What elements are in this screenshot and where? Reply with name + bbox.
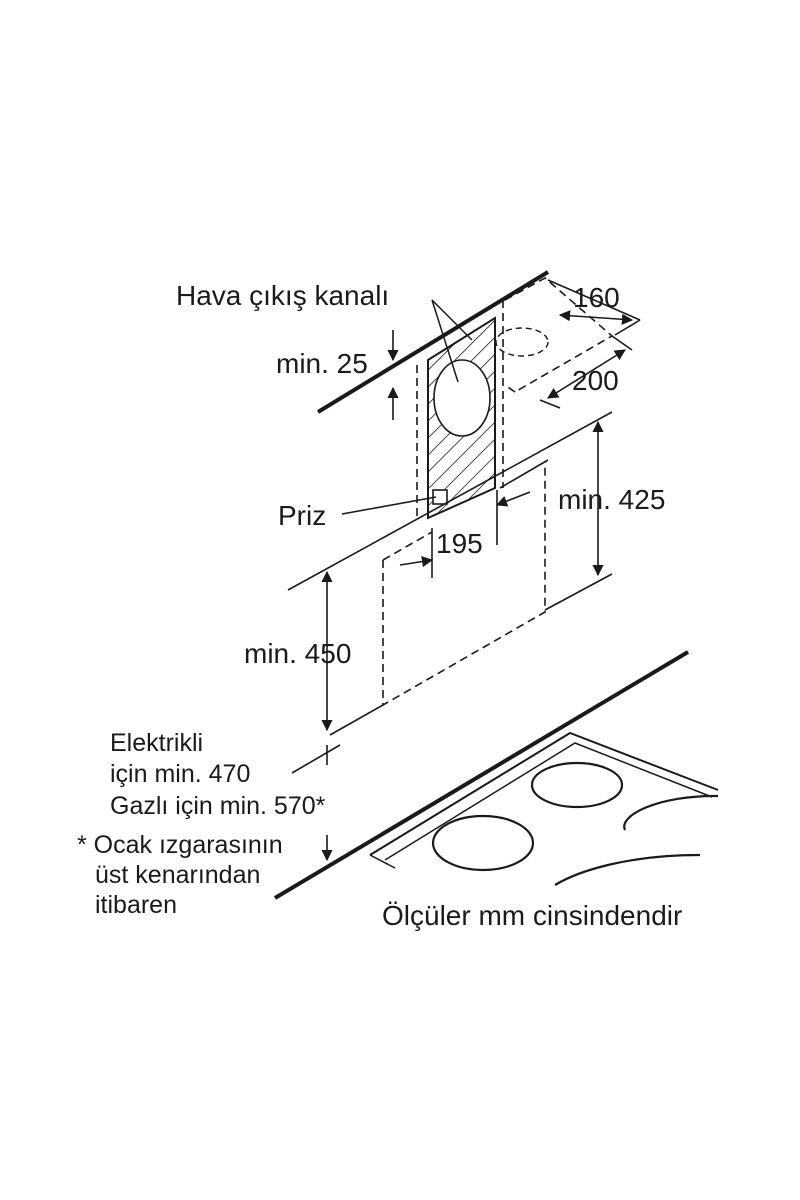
- min-425-label: min. 425: [558, 484, 666, 515]
- dim-160-label: 160: [573, 282, 620, 313]
- gas-label: Gazlı için min. 570*: [110, 792, 326, 820]
- footnote-line2: üst kenarından: [95, 861, 261, 889]
- dim-200-label: 200: [572, 365, 619, 396]
- dim-195-label: 195: [436, 528, 483, 559]
- min-450-label: min. 450: [244, 638, 352, 669]
- burner-front-right: [555, 855, 700, 885]
- footnote-line1: * Ocak ızgarasının: [77, 831, 283, 859]
- burner-back-right: [624, 796, 718, 830]
- units-note: Ölçüler mm cinsindendir: [382, 900, 683, 931]
- electric-label-line2: için min. 470: [110, 760, 251, 788]
- burner-back-left: [532, 763, 622, 807]
- footnote-line3: itibaren: [95, 891, 177, 919]
- burner-front-left: [433, 816, 533, 870]
- min-25-label: min. 25: [276, 348, 368, 379]
- electric-label-line1: Elektrikli: [110, 729, 204, 757]
- air-outlet-duct-label: Hava çıkış kanalı: [176, 280, 390, 311]
- duct-opening-ellipse: [434, 360, 490, 436]
- socket-label: Priz: [278, 500, 327, 531]
